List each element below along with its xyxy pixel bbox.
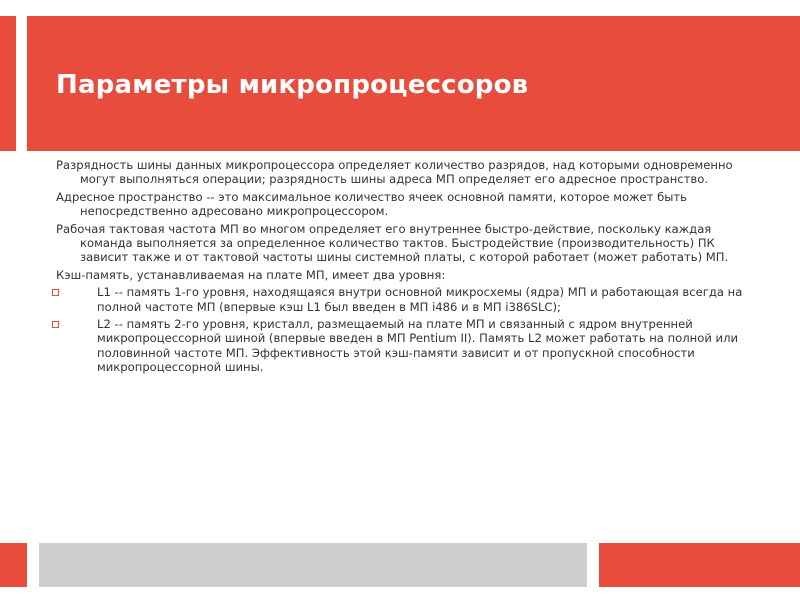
- bullet-square-icon: [52, 321, 59, 328]
- slide-body: [56, 158, 746, 378]
- bullet-text-l1: L1 -- память 1-го уровня, находящаяся внутри основной микросхемы (ядра) МП и работающая всегда на полной частоте МП (впервые кэш L1 был введен в МП i486 и в МП i386SLC);: [97, 285, 743, 314]
- header-left-accent-block: [0, 16, 16, 151]
- footer-gray-bar: [39, 543, 587, 587]
- paragraph-data-bus: Разрядность шины данных микропроцессора определяет количество разрядов, над которыми одновременно могут выполняться операции; разрядность шины адреса МП определяет его адресное пространство.: [56, 158, 733, 187]
- paragraph-cache-intro: Кэш-память, устанавливаемая на плате МП, имеет два уровня:: [56, 267, 446, 282]
- bullet-square-icon: [52, 289, 59, 296]
- footer-left-accent-block: [0, 543, 27, 587]
- bullet-item-l2: [56, 317, 746, 375]
- paragraph-clock-frequency: Рабочая тактовая частота МП во многом определяет его внутреннее быстро-действие, поскольку каждая команда выполняется за определенное количество тактов. Быстродействие (производительность) ПК зависит также и от тактовой частоты шины системной платы, с которой работает (может работать) МП.: [56, 221, 729, 265]
- bullet-item-l1: [56, 285, 746, 314]
- slide-title: Параметры микропроцессоров: [56, 70, 529, 100]
- bullet-text-l2: L2 -- память 2-го уровня, кристалл, размещаемый на плате МП и связанный с ядром внутренней микропроцессорной шиной (впервые введен в МП Pentium II). Память L2 может работать на полной или половинной частоте МП. Эффективность этой кэш-памяти зависит и от пропускной способности микропроцессорной шины.: [97, 317, 739, 375]
- footer-right-accent-block: [599, 543, 800, 587]
- paragraph-address-space: Адресное пространство -- это максимальное количество ячеек основной памяти, которое может быть непосредственно адресовано микропроцессором.: [56, 189, 687, 219]
